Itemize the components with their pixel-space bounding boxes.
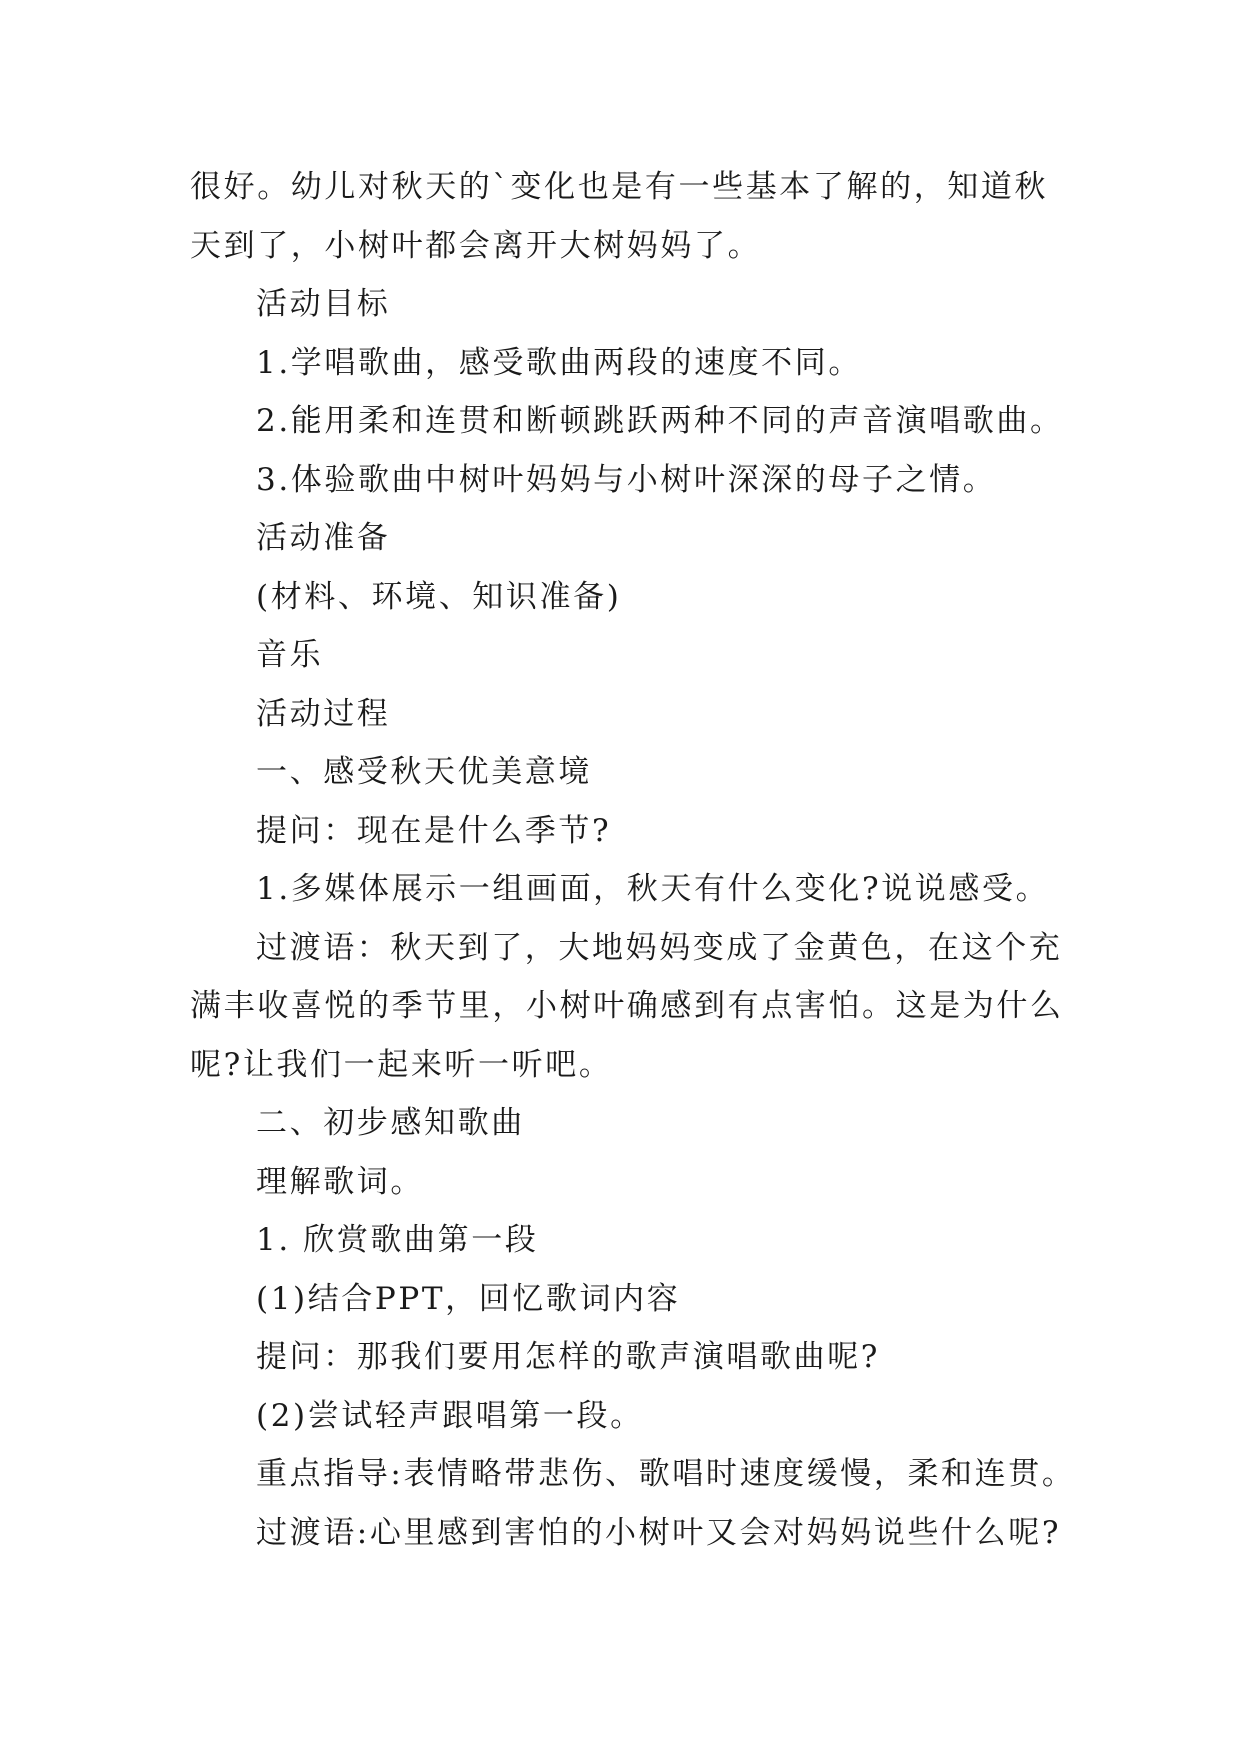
paragraph-line: 天到了，小树叶都会离开大树妈妈了。: [190, 227, 762, 264]
section-heading: 活动过程: [256, 695, 391, 732]
list-item: 2.能用柔和连贯和断顿跳跃两种不同的声音演唱歌曲。: [256, 403, 1064, 439]
list-item: 1. 欣赏歌曲第一段: [256, 1222, 539, 1258]
section-heading: 活动准备: [256, 520, 391, 556]
section-heading: 活动目标: [256, 286, 391, 322]
list-item: 3.体验歌曲中树叶妈妈与小树叶深深的母子之情。: [256, 461, 997, 498]
list-item: 1.多媒体展示一组画面，秋天有什么变化?说说感受。: [256, 871, 1050, 907]
paragraph-line: 理解歌词。: [256, 1163, 424, 1200]
list-item: (1)结合PPT，回忆歌词内容: [256, 1280, 681, 1317]
paragraph-line: 过渡语：秋天到了，大地妈妈变成了金黄色，在这个充: [256, 929, 1063, 966]
document-body: [190, 158, 1090, 1562]
paragraph-line: 提问：现在是什么季节?: [256, 812, 612, 849]
paragraph-line: 音乐: [256, 637, 324, 673]
paragraph-line: 过渡语:心里感到害怕的小树叶又会对妈妈说些什么呢?: [256, 1514, 1062, 1551]
paragraph-line: 重点指导:表情略带悲伤、歌唱时速度缓慢，柔和连贯。: [256, 1456, 1076, 1492]
list-item: (2)尝试轻声跟唱第一段。: [256, 1397, 644, 1434]
paragraph-line: 很好。幼儿对秋天的`变化也是有一些基本了解的，知道秋: [190, 169, 1049, 205]
paragraph-line: 提问：那我们要用怎样的歌声演唱歌曲呢?: [256, 1339, 881, 1375]
paragraph-line: 满丰收喜悦的季节里，小树叶确感到有点害怕。这是为什么: [190, 988, 1064, 1024]
subsection-heading: 二、初步感知歌曲: [256, 1105, 525, 1141]
paragraph-line: 呢?让我们一起来听一听吧。: [190, 1046, 613, 1083]
paragraph-line: (材料、环境、知识准备): [256, 578, 622, 615]
subsection-heading: 一、感受秋天优美意境: [256, 754, 592, 790]
list-item: 1.学唱歌曲，感受歌曲两段的速度不同。: [256, 344, 862, 381]
